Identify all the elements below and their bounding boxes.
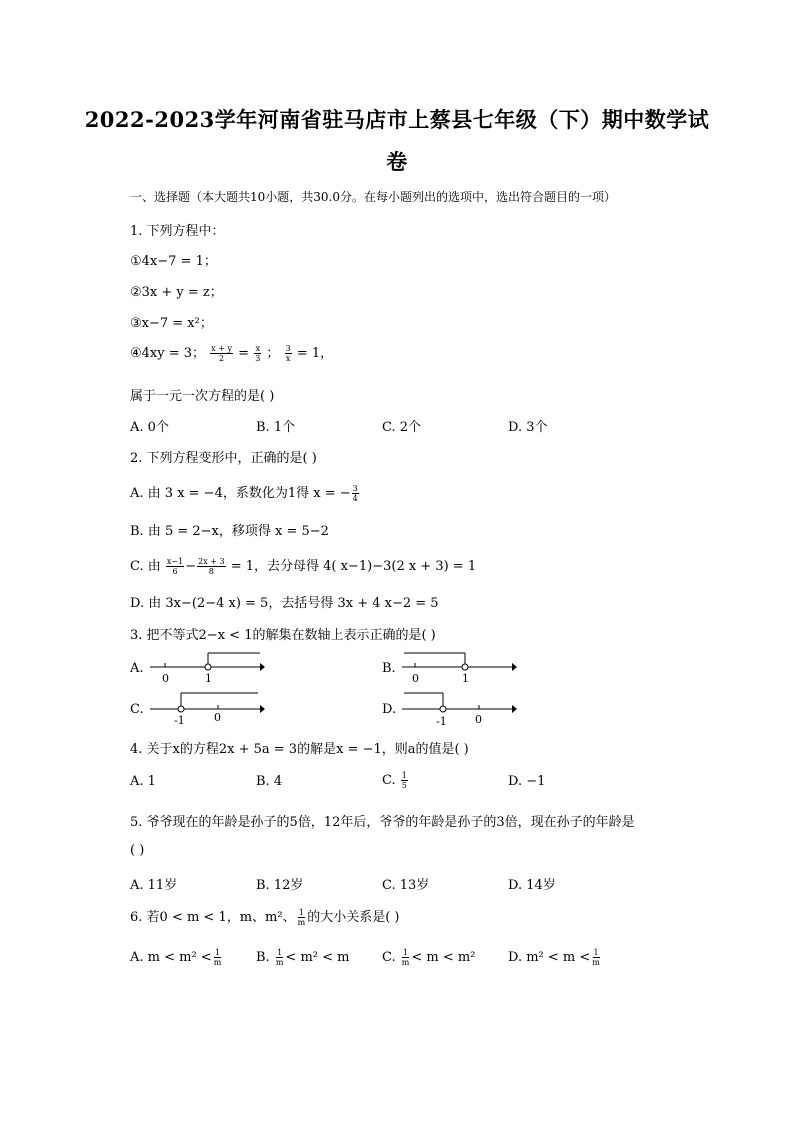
tick-label: 0 — [162, 672, 169, 685]
numerator: 1 — [214, 948, 221, 957]
q1-item-3: ③x−7 = x²； — [130, 316, 213, 331]
tick-label: -1 — [174, 714, 185, 727]
numerator: 1 — [593, 948, 599, 957]
q6-option-b-text: < m² < m — [285, 950, 350, 965]
denominator: 3 — [255, 354, 261, 363]
q6-option-b[interactable] — [256, 948, 349, 967]
question-4-stem: 4. 关于x的方程2x + 5a = 3的解是x = −1，则a的值是( ) — [130, 742, 469, 757]
fraction — [197, 557, 225, 576]
denominator: 4 — [352, 494, 358, 503]
numerator: 1 — [277, 948, 283, 957]
q2-option-a[interactable] — [130, 482, 360, 503]
tick-label: 0 — [214, 711, 221, 724]
tick-label: 1 — [205, 672, 212, 685]
q2-option-a-text: A. 由 3 x = −4，系数化为1得 x = − — [130, 486, 351, 501]
q5-option-b[interactable]: B. 12岁 — [256, 878, 304, 893]
fraction — [591, 948, 601, 967]
q6-stem-suffix: 的大小关系是( ) — [307, 910, 400, 925]
q2-option-c-prefix: C. 由 — [130, 559, 161, 574]
q4-option-a[interactable]: A. 1 — [130, 774, 156, 789]
fraction — [401, 771, 408, 790]
q6-option-b-label: B. — [256, 950, 270, 965]
fraction — [401, 948, 411, 967]
denominator: 5 — [401, 781, 407, 790]
q1-option-c[interactable]: C. 2个 — [382, 420, 422, 435]
q1-option-b[interactable]: B. 1个 — [256, 420, 296, 435]
fraction — [275, 948, 285, 967]
fraction — [210, 344, 233, 363]
q4-option-b[interactable]: B. 4 — [256, 774, 283, 789]
numerator: 3 — [285, 344, 291, 353]
q3-option-b-label[interactable]: B. — [382, 661, 396, 676]
q1-item-2: ②3x + y = z； — [130, 285, 223, 300]
q3-number-line-d — [402, 690, 517, 730]
q6-option-a[interactable] — [130, 948, 223, 967]
q2-option-d[interactable]: D. 由 3x−(2−4 x) = 5，去括号得 3x + 4 x−2 = 5 — [130, 596, 439, 611]
minus-sign: − — [185, 559, 197, 574]
q3-option-d-label[interactable]: D. — [382, 702, 397, 717]
q4-option-d[interactable]: D. −1 — [508, 774, 546, 789]
equals-sign: = — [238, 346, 250, 361]
tick-label: -1 — [436, 715, 447, 728]
denominator: 2 — [219, 354, 225, 363]
q3-number-line-b — [402, 648, 517, 688]
fraction — [213, 948, 223, 967]
q5-option-d[interactable]: D. 14岁 — [508, 878, 556, 893]
denominator: m — [213, 958, 222, 967]
q3-option-c-label[interactable]: C. — [130, 702, 144, 717]
q1-item-1: ①4x−7 = 1； — [130, 254, 217, 269]
q1-item-4 — [130, 342, 333, 363]
denominator: m — [297, 918, 306, 927]
q3-number-line-a — [150, 648, 265, 688]
q6-option-a-text: A. m < m² < — [130, 950, 212, 965]
equation-tail: = 1， — [296, 346, 334, 361]
q6-stem-prefix: 6. 若0 < m < 1，m、m²、 — [130, 910, 296, 925]
q1-question: 属于一元一次方程的是( ) — [130, 389, 275, 404]
q1-item-4-prefix: ④4xy = 3； — [130, 346, 206, 361]
question-2-stem: 2. 下列方程变形中，正确的是( ) — [130, 451, 317, 466]
numerator: 1 — [403, 948, 409, 957]
separator: ； — [266, 346, 280, 361]
tick-label: 1 — [462, 672, 469, 685]
page-title: 2022-2023学年河南省驻马店市上蔡县七年级（下）期中数学试 — [84, 107, 710, 132]
question-5-stem-cont: ( ) — [130, 843, 145, 858]
q2-option-b[interactable]: B. 由 5 = 2−x，移项得 x = 5−2 — [130, 524, 329, 539]
numerator: 2x + 3 — [198, 557, 225, 566]
section-heading: 一、选择题（本大题共10小题，共30.0分。在每小题列出的选项中，选出符合题目的一项） — [130, 190, 616, 204]
q1-option-d[interactable]: D. 3个 — [508, 420, 548, 435]
denominator: m — [592, 958, 600, 967]
denominator: x — [285, 354, 291, 363]
q6-option-c[interactable] — [382, 948, 475, 967]
fraction — [285, 344, 292, 363]
numerator: 1 — [401, 771, 407, 780]
denominator: m — [401, 958, 410, 967]
q1-option-a[interactable]: A. 0个 — [130, 420, 169, 435]
tick-label: 0 — [475, 713, 482, 726]
q6-option-d-text: D. m² < m < — [508, 950, 591, 965]
fraction — [254, 344, 261, 363]
question-6-stem — [130, 906, 399, 927]
q5-option-c[interactable]: C. 13岁 — [382, 878, 430, 893]
fraction — [166, 557, 184, 576]
denominator: 6 — [172, 567, 178, 576]
question-1-stem: 1. 下列方程中： — [130, 224, 225, 239]
question-3-stem: 3. 把不等式2−x < 1的解集在数轴上表示正确的是( ) — [130, 628, 436, 643]
q5-option-a[interactable]: A. 11岁 — [130, 878, 178, 893]
q2-option-c[interactable] — [130, 555, 476, 576]
q2-option-c-text: = 1，去分母得 4( x−1)−3(2 x + 3) = 1 — [230, 559, 477, 574]
page-title-line2: 卷 — [386, 149, 408, 174]
q6-option-c-text: < m < m² — [411, 950, 476, 965]
fraction — [297, 908, 307, 927]
fraction — [352, 484, 359, 503]
q6-option-d[interactable] — [508, 948, 602, 967]
numerator: 1 — [298, 908, 304, 917]
q4-option-c-label: C. — [382, 773, 396, 788]
q3-number-line-c — [150, 690, 265, 730]
q6-option-c-label: C. — [382, 950, 396, 965]
numerator: x + y — [211, 344, 232, 353]
q3-option-a-label[interactable]: A. — [130, 661, 144, 676]
question-5-stem: 5. 爷爷现在的年龄是孙子的5倍，12年后，爷爷的年龄是孙子的3倍，现在孙子的年龄是 — [130, 815, 635, 830]
denominator: 8 — [208, 567, 214, 576]
tick-label: 0 — [412, 672, 419, 685]
denominator: m — [275, 958, 284, 967]
numerator: 3 — [352, 484, 358, 493]
q4-option-c[interactable] — [382, 771, 409, 790]
numerator: x−1 — [166, 557, 184, 566]
numerator: x — [255, 344, 260, 353]
